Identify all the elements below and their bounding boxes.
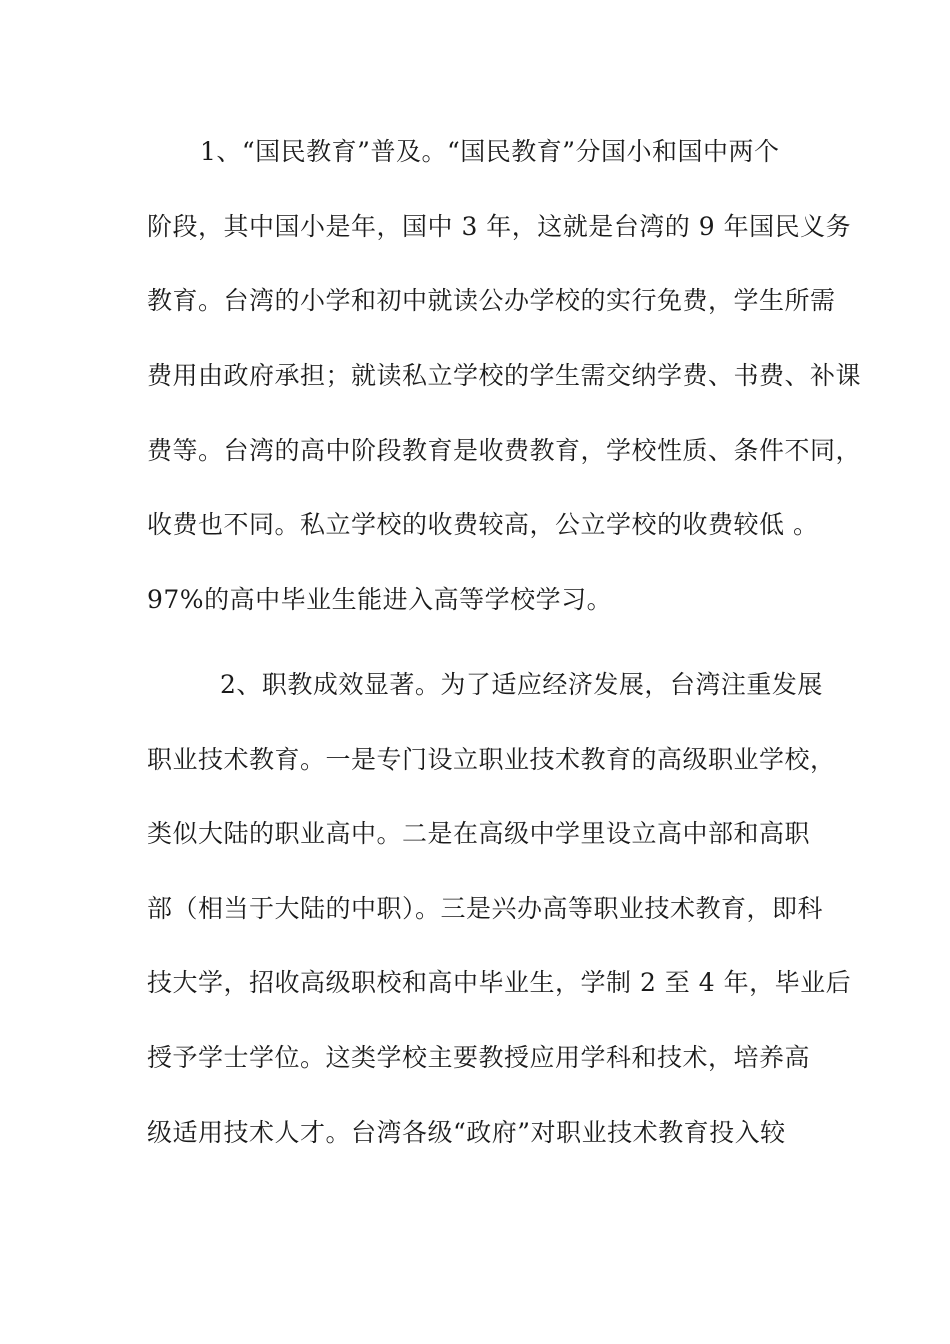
paragraph-1-line-2: 阶段，其中国小是年，国中 3 年，这就是台湾的 9 年国民义务 — [147, 212, 852, 241]
paragraph-2-line-1: 2、职教成效显著。为了适应经济发展，台湾注重发展 — [220, 670, 823, 699]
paragraph-1-line-5: 费等。台湾的高中阶段教育是收费教育，学校性质、条件不同， — [147, 436, 862, 465]
paragraph-2-line-2: 职业技术教育。一是专门设立职业技术教育的高级职业学校， — [147, 745, 836, 774]
paragraph-1-line-7: 97%的高中毕业生能进入高等学校学习。 — [147, 585, 613, 614]
paragraph-1-line-1: 1、“国民教育”普及。“国民教育”分国小和国中两个 — [200, 137, 780, 166]
paragraph-2-line-4: 部（相当于大陆的中职）。三是兴办高等职业技术教育，即科 — [147, 894, 824, 923]
paragraph-2-line-6: 授予学士学位。这类学校主要教授应用学科和技术，培养高 — [147, 1043, 811, 1072]
paragraph-1-line-6: 收费也不同。私立学校的收费较高，公立学校的收费较低 。 — [147, 510, 819, 539]
paragraph-2-line-3: 类似大陆的职业高中。二是在高级中学里设立高中部和高职 — [147, 819, 811, 848]
paragraph-2-line-5: 技大学，招收高级职校和高中毕业生，学制 2 至 4 年，毕业后 — [147, 968, 852, 997]
paragraph-1-line-3: 教育。台湾的小学和初中就读公办学校的实行免费，学生所需 — [147, 286, 836, 315]
paragraph-1-line-4: 费用由政府承担；就读私立学校的学生需交纳学费、书费、补课 — [147, 361, 862, 390]
paragraph-2-line-7: 级适用技术人才。台湾各级“政府”对职业技术教育投入较 — [147, 1118, 786, 1147]
